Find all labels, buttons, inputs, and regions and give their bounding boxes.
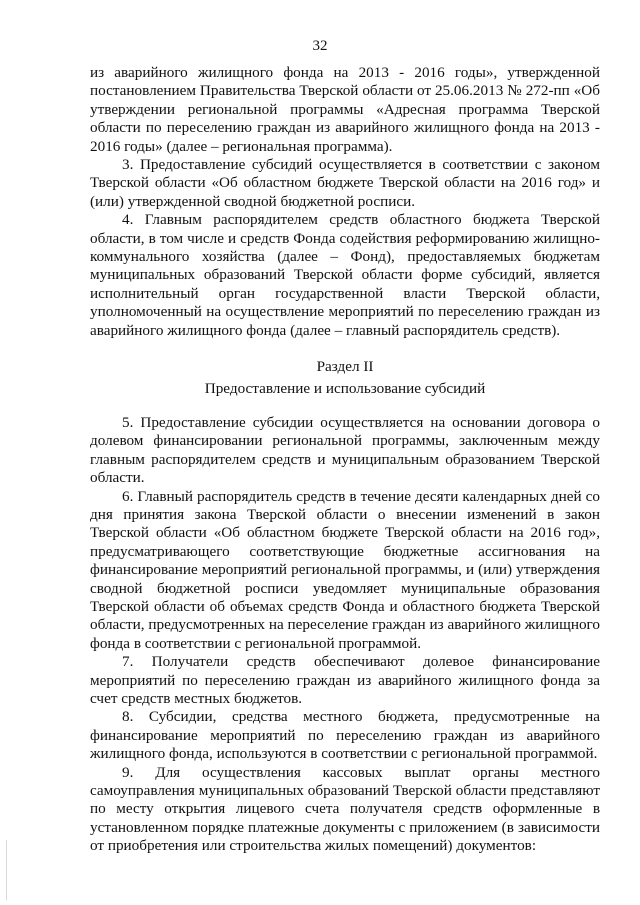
paragraph-continuation: из аварийного жилищного фонда на 2013 - 2016 годы», утвержденной постановлением Правительства Тверской области от 25.06.2013 № 272-пп «Об утверждении региональной программы «Адресная программа Тверской области по переселению граждан из аварийного жилищного фонда на 2013 - 2016 годы» (далее – региональная программа). (90, 64, 600, 155)
page-number: 32 (312, 38, 328, 54)
paragraph-5: 5. Предоставление субсидии осуществляется на основании договора о долевом финансировании региональной программы, заключенным между главным распорядителем средств и муниципальным образованием Тверской области. (90, 413, 600, 487)
section-title: Предоставление и использование субсидий (204, 379, 486, 397)
section-label: Раздел II (316, 358, 374, 376)
paragraph-7: 7. Получатели средств обеспечивают долевое финансирование мероприятий по переселению граждан из аварийного жилищного фонда за счет средств местных бюджетов. (90, 653, 600, 707)
paragraph-4: 4. Главным распорядителем средств областного бюджета Тверской области, в том числе и средств Фонда содействия реформированию жилищно-коммунального хозяйства (далее – Фонд), предоставляемых бюджетам муниципальных образований Тверской области форме субсидий, является исполнительный орган государственной власти Тверской области, уполномоченный на осуществление мероприятий по переселению граждан из аварийного жилищного фонда (далее – главный распорядитель средств). (90, 211, 600, 339)
paragraph-6: 6. Главный распорядитель средств в течение десяти календарных дней со дня принятия закона Тверской области о внесении изменений в закон Тверской области «Об областном бюджете Тверской области на 2016 год», предусматривающего соответствующие бюджетные ассигнования на финансирование мероприятий региональной программы, и (или) утверждения сводной бюджетной росписи уведомляет муниципальные образования Тверской области об объемах средств Фонда и областного бюджета Тверской области, предусмотренных на переселение граждан из аварийного жилищного фонда в соответствии с региональной программой. (90, 487, 600, 652)
document-body (90, 64, 600, 856)
paragraph-3: 3. Предоставление субсидий осуществляется в соответствии с законом Тверской области «Об областном бюджете Тверской области на 2016 год» и (или) утвержденной сводной бюджетной росписи. (90, 156, 600, 210)
section-heading-block (90, 358, 600, 398)
paragraph-8: 8. Субсидии, средства местного бюджета, предусмотренные на финансирование мероприятий по переселению граждан из аварийного жилищного фонда, используются в соответствии с региональной программой. (90, 708, 600, 763)
paragraph-9: 9. Для осуществления кассовых выплат органы местного самоуправления муниципальных образований Тверской области представляют по месту открытия лицевого счета получателя средств оформленные в установленном порядке платежные документы с приложением (в зависимости от приобретения или строительства жилых помещений) документов: (90, 763, 600, 855)
scan-edge-line (6, 840, 7, 900)
